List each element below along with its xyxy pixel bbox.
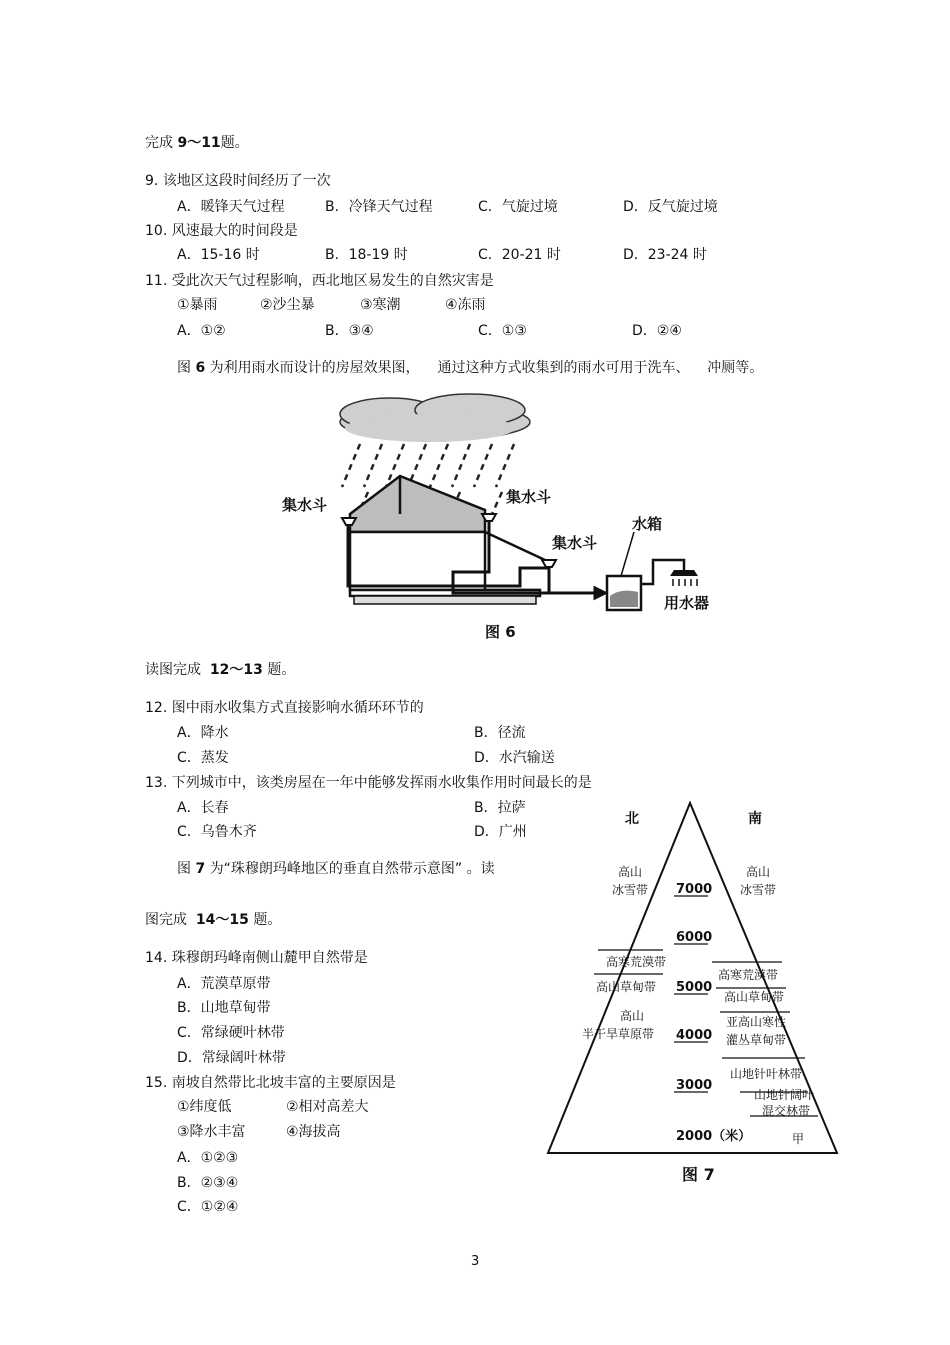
q15-option-c: C．①②④: [177, 1199, 239, 1215]
figure-6-house-diagram: [270, 392, 740, 648]
label-water-user: 用水器: [664, 594, 710, 612]
q9-option-a: A．暖锋天气过程: [177, 199, 285, 215]
q10-option-a: A．15-16 时: [177, 247, 260, 263]
q11-item-4: ④冻雨: [445, 297, 486, 313]
elevation-4000: 4000: [676, 1028, 713, 1043]
question-9-stem: 9. 该地区这段时间经历了一次: [145, 173, 331, 189]
q10-option-b: B．18-19 时: [325, 247, 408, 263]
figure-6-caption: 图 6: [485, 623, 516, 641]
q10-option-d: D．23-24 时: [623, 247, 707, 263]
q14-option-a: A．荒漠草原带: [177, 976, 271, 992]
intro-9-11: [145, 134, 249, 152]
q13-option-a: A．长春: [177, 800, 229, 816]
q15-item-3: ③降水丰富: [177, 1124, 246, 1140]
q12-option-d: D．水汽输送: [474, 750, 555, 766]
north-zone-cold-desert: 高寒荒漠带: [606, 955, 667, 969]
north-zone-alpine-meadow: 高山草甸带: [596, 980, 657, 994]
elevation-3000: 3000: [676, 1078, 713, 1093]
q15-item-2: ②相对高差大: [286, 1099, 369, 1115]
south-zone-mixed-forest-1: 山地针阔叶: [754, 1088, 815, 1102]
q15-option-a: A．①②③: [177, 1150, 239, 1166]
q12-option-a: A．降水: [177, 725, 229, 741]
south-zone-cold-desert: 高寒荒漠带: [718, 968, 779, 982]
south-zone-mixed-forest-2: 混交林带: [762, 1104, 811, 1118]
fig7-intro-cont: 图完成 14～15 题。: [145, 912, 282, 928]
q14-option-d: D．常绿阔叶林带: [177, 1050, 286, 1066]
south-zone-shrub-meadow: 灌丛草甸带: [726, 1033, 787, 1047]
south-zone-alpine-meadow: 高山草甸带: [724, 990, 785, 1004]
q13-option-d: D．广州: [474, 824, 527, 840]
elevation-5000: 5000: [676, 980, 713, 995]
intro-12-13: 读图完成 12～13 题。: [145, 662, 296, 678]
fig6-intro: 图 6 为利用雨水而设计的房屋效果图， 通过这种方式收集到的雨水可用于洗车、 冲厕等。: [177, 360, 764, 376]
south-zone-subalpine: 亚高山寒性: [726, 1015, 787, 1029]
page-number: 3: [471, 1254, 480, 1269]
q12-option-c: C．蒸发: [177, 750, 229, 766]
elevation-6000: 6000: [676, 930, 713, 945]
intro-text-post: 题。: [220, 135, 249, 151]
elevation-2000: 2000（米）: [676, 1129, 752, 1144]
q15-item-1: ①纬度低: [177, 1099, 232, 1115]
north-zone-semiarid-steppe: 半干旱草原带: [582, 1027, 655, 1041]
question-10-stem: 10. 风速最大的时间段是: [145, 223, 298, 239]
q11-option-d: D．②④: [632, 323, 682, 339]
question-12-stem: 12. 图中雨水收集方式直接影响水循环环节的: [145, 700, 424, 716]
zone-jia-label: 甲: [792, 1132, 805, 1146]
label-water-tank: 水箱: [632, 515, 663, 533]
q13-option-b: B．拉萨: [474, 800, 526, 816]
label-right-collector: 集水斗: [506, 488, 552, 506]
elevation-7000: 7000: [676, 882, 713, 897]
north-zone-ice-snow: 冰雪带: [612, 883, 649, 897]
figure-7-vertical-zonation: [540, 798, 845, 1190]
shower-icon: [670, 570, 698, 586]
q9-option-b: B．冷锋天气过程: [325, 199, 433, 215]
q9-option-c: C．气旋过境: [478, 199, 558, 215]
question-14-stem: 14. 珠穆朗玛峰南侧山麓甲自然带是: [145, 950, 368, 966]
q11-item-1: ①暴雨: [177, 297, 218, 313]
q9-option-d: D．反气旋过境: [623, 199, 718, 215]
south-zone-conifer-forest: 山地针叶林带: [730, 1067, 803, 1081]
question-11-stem: 11. 受此次天气过程影响，西北地区易发生的自然灾害是: [145, 273, 494, 289]
label-left-collector: 集水斗: [282, 496, 328, 514]
north-label: 北: [625, 811, 639, 827]
south-label: 南: [748, 811, 762, 827]
north-zone-alpine-label-2: 高山: [620, 1009, 645, 1023]
intro-range: 9～11: [177, 135, 221, 151]
fig7-intro: 图 7 为“珠穆朗玛峰地区的垂直自然带示意图” 。读: [177, 861, 495, 877]
q11-item-2: ②沙尘暴: [260, 297, 315, 313]
q15-option-b: B．②③④: [177, 1175, 239, 1191]
south-zone-alpine-label: 高山: [746, 865, 771, 879]
label-lower-collector: 集水斗: [552, 534, 598, 552]
question-15-stem: 15. 南坡自然带比北坡丰富的主要原因是: [145, 1075, 396, 1091]
q13-option-c: C．乌鲁木齐: [177, 824, 257, 840]
q12-option-b: B．径流: [474, 725, 526, 741]
question-13-stem: 13. 下列城市中，该类房屋在一年中能够发挥雨水收集作用时间最长的是: [145, 775, 592, 791]
intro-text: 完成: [145, 135, 173, 151]
q10-option-c: C．20-21 时: [478, 247, 561, 263]
q15-item-4: ④海拔高: [286, 1124, 341, 1140]
q11-option-c: C．①③: [478, 323, 527, 339]
q11-item-3: ③寒潮: [360, 297, 401, 313]
q14-option-b: B．山地草甸带: [177, 1000, 271, 1016]
q11-option-b: B．③④: [325, 323, 374, 339]
q14-option-c: C．常绿硬叶林带: [177, 1025, 285, 1041]
cloud-icon: [340, 394, 530, 442]
south-zone-ice-snow: 冰雪带: [740, 883, 777, 897]
figure-7-caption: 图 7: [682, 1165, 715, 1184]
q11-option-a: A．①②: [177, 323, 226, 339]
north-zone-alpine-label: 高山: [618, 865, 643, 879]
